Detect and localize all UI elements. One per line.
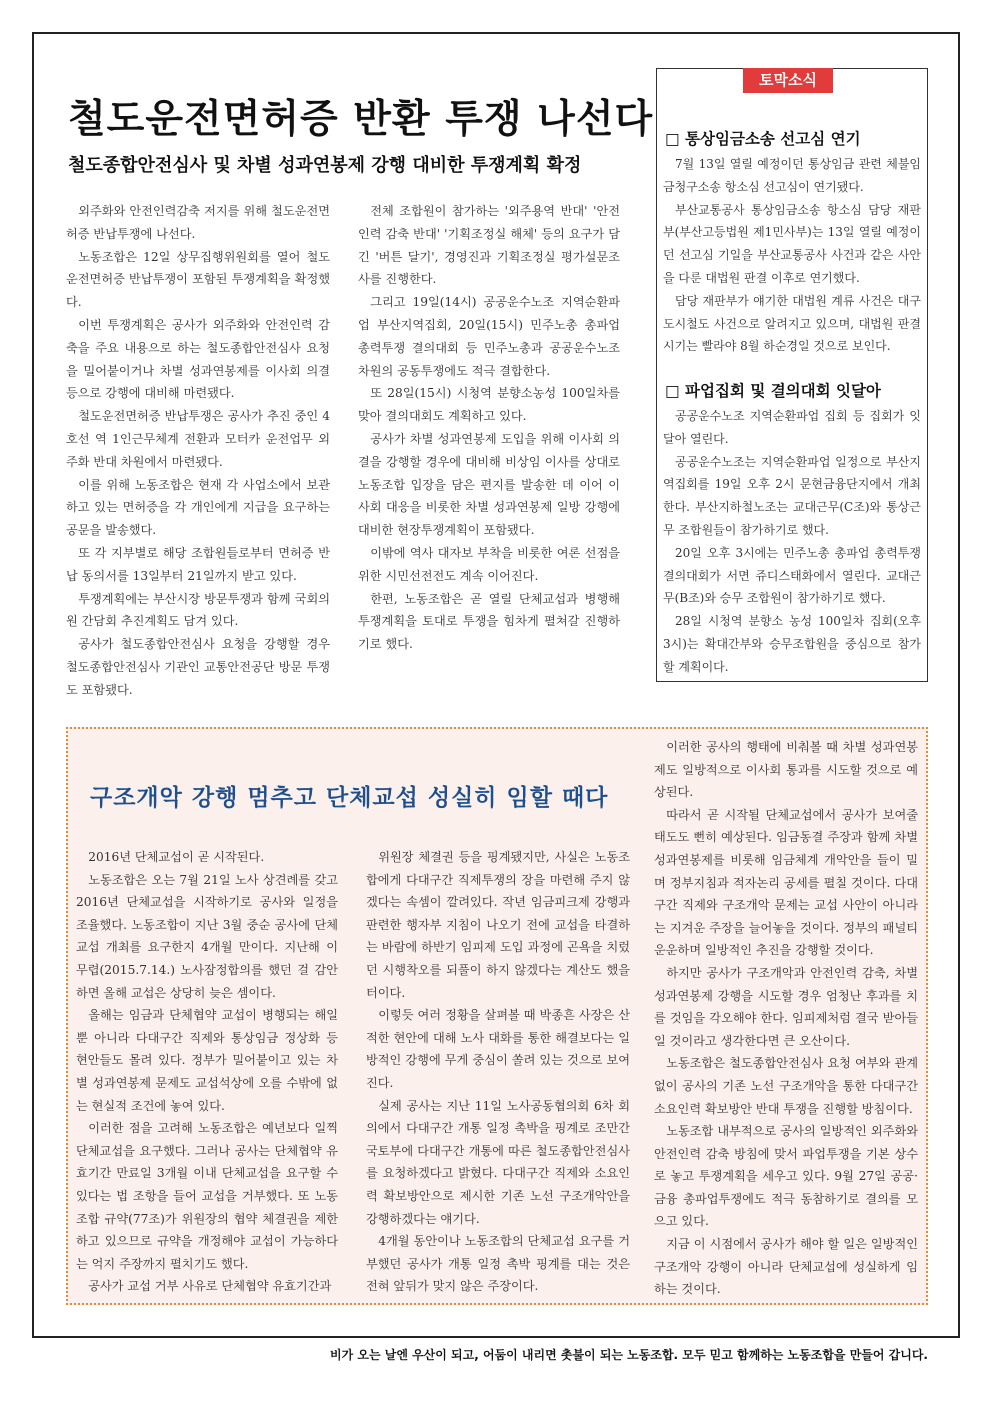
brief-paragraph: 28일 시청역 분향소 농성 100일차 집회(오후 3시)는 확대간부와 승무조합원을 중심으로 참가할 계획이다. bbox=[663, 614, 921, 674]
article-paragraph: 전체 조합원이 참가하는 '외주용역 반대' '안전인력 감축 반대' '기획조정실 해체' 등의 요구가 담긴 '버튼 달기', 경영진과 기획조정실 평가설문조사를 진행한다. bbox=[358, 204, 620, 287]
news-brief-badge: 토막소식 bbox=[743, 68, 833, 93]
brief-paragraph: 담당 재판부가 얘기한 대법원 계류 사건은 대구도시철도 사건으로 알려지고 있으며, 대법원 판결 시기는 빨라야 8월 하순경일 것으로 보인다. bbox=[663, 293, 921, 354]
news-brief-box bbox=[656, 68, 928, 682]
brief-paragraph: 20일 오후 3시에는 민주노총 총파업 총력투쟁 결의대회가 서면 쥬디스태화에서 열린다. 교대근무(B조)와 승무 조합원이 참가하기로 했다. bbox=[663, 545, 921, 606]
article-paragraph: 이를 위해 노동조합은 현재 각 사업소에서 보관하고 있는 면허증을 각 개인에게 지급을 요구하는 공문을 발송했다. bbox=[66, 477, 330, 538]
editorial-paragraph: 이러한 공사의 행태에 비춰볼 때 차별 성과연봉제도 일방적으로 이사회 통과를 시도할 것으로 예상된다. bbox=[654, 740, 918, 800]
article-paragraph: 노동조합은 12일 상무집행위원회를 열어 철도운전면허증 반납투쟁이 포함된 투쟁계획을 확정했다. bbox=[66, 249, 330, 310]
editorial-paragraph: 노동조합은 철도종합안전심사 요청 여부와 관계없이 공사의 기존 노선 구조개악을 통한 다대구간 소요인력 확보방안 반대 투쟁을 진행할 방침이다. bbox=[654, 1056, 918, 1116]
footer-slogan: 비가 오는 날엔 우산이 되고, 어둠이 내리면 촛불이 되는 노동조합. 모두 믿고 함께하는 노동조합을 만들어 갑니다. bbox=[330, 1348, 928, 1362]
article-paragraph: 이밖에 역사 대자보 부착을 비롯한 여론 선점을 위한 시민선전전도 계속 이어진다. bbox=[358, 545, 620, 583]
editorial-paragraph: 위원장 체결권 등을 핑계됐지만, 사실은 노동조합에게 다대구간 직제투쟁의 장을 마련해 주지 않겠다는 속셈이 깔려있다. 작년 임금피크제 강행과 판련한 행자부 지침이 나오기 전에 교섭을 타결하는 바람에 하반기 임피제 도입 과정에 곤욕을 치렀던 시행착오를 되풀이 하지 않겠다는 계산도 했을 터이다. bbox=[366, 850, 630, 1000]
article-column-1 bbox=[66, 200, 330, 702]
article-column-2 bbox=[358, 200, 620, 656]
editorial-column-2 bbox=[366, 846, 630, 1298]
editorial-paragraph: 실제 공사는 지난 11일 노사공동협의회 6차 회의에서 다대구간 개통 일정 촉박을 핑계로 조만간 국토부에 다대구간 개통에 따른 철도종합안전심사를 요청하겠다고 밝혔다. 다대구간 직제와 소요인력 확보방안으로 제시한 기존 노선 구조개악안을 강행하겠다는 얘기다. bbox=[366, 1098, 630, 1226]
editorial-paragraph: 하지만 공사가 구조개악과 안전인력 감축, 차별 성과연봉제 강행을 시도할 경우 엄청난 후과를 치를 것임을 각오해야 한다. 임피제처럼 결국 받아들일 것이라고 생각한다면 큰 오산이다. bbox=[654, 965, 918, 1048]
brief-body-wage-lawsuit bbox=[663, 153, 921, 358]
brief-paragraph: 7월 13일 열릴 예정이던 통상임금 관련 체불임금청구소송 항소심 선고심이 연기됐다. bbox=[663, 157, 921, 194]
editorial-column-3 bbox=[654, 736, 918, 1301]
article-paragraph: 이번 투쟁계획은 공사가 외주화와 안전인력 감축을 주요 내용으로 하는 철도종합안전심사 요청을 밀어붙이거나 차별 성과연봉제를 이사회 의결 등으로 강행에 대비해 마련됐다. bbox=[66, 317, 330, 401]
editorial-paragraph: 지금 이 시점에서 공사가 해야 할 일은 일방적인 구조개악 강행이 아니라 단체교섭에 성실하게 임하는 것이다. bbox=[654, 1237, 918, 1297]
brief-paragraph: 공공운수노조는 지역순환파업 일정으로 부산지역집회를 19일 오후 2시 문현금융단지에서 개최한다. 부산지하철노조는 교대근무(C조)와 통상근무 조합원들이 참가하기로 했다. bbox=[663, 454, 921, 537]
editorial-title: 구조개악 강행 멈추고 단체교섭 성실히 임할 때다 bbox=[90, 784, 609, 812]
editorial-paragraph: 따라서 곧 시작될 단체교섭에서 공사가 보여줄 태도도 뻔히 예상된다. 임금동결 주장과 함께 차별 성과연봉제를 비롯해 임금체계 개악안을 들이 밀며 정부지침과 적자논리 공세를 펼칠 것이다. 다대구간 직제와 구조개악 문제는 교섭 사안이 아니라는 지겨운 주장을 늘어놓을 것이다. 정부의 패널티 운운하며 일방적인 추진을 강행할 것이다. bbox=[654, 807, 918, 958]
article-paragraph: 또 28일(15시) 시청역 분향소농성 100일차를 맞아 결의대회도 계획하고 있다. bbox=[358, 386, 620, 424]
editorial-paragraph: 이러한 점을 고려해 노동조합은 예년보다 일찍 단체교섭을 요구했다. 그러나 공사는 단체협약 유효기간 만료일 3개월 이내 단체교섭을 요구할 수 있다는 법 조항을 들어 교섭을 거부했다. 또 노동조합 규약(77조)가 위원장의 협약 체결권을 제한하고 있으므로 규약을 개정해야 교섭이 가능하다는 억지 주장까지 펼치기도 했다. bbox=[76, 1121, 338, 1271]
article-paragraph: 또 각 지부별로 해당 조합원들로부터 면허증 반납 동의서를 13일부터 21일까지 받고 있다. bbox=[66, 545, 330, 583]
article-paragraph: 철도운전면허증 반납투쟁은 공사가 추진 중인 4호선 역 1인근무체계 전환과 모터카 운전업무 외주화 반대 차원에서 마련됐다. bbox=[66, 409, 330, 469]
headline: 철도운전면허증 반환 투쟁 나선다 bbox=[68, 97, 654, 143]
brief-title-strike-rally: □ 파업집회 및 결의대회 잇달아 bbox=[665, 382, 881, 400]
article-paragraph: 공사가 차별 성과연봉제 도입을 위해 이사회 의결을 강행할 경우에 대비해 비상임 이사를 상대로 노동조합 입장을 담은 편지를 발송한 데 이어 이사회 대응을 비롯한 차별 성과연봉제 일방 강행에 대비한 현장투쟁계획이 포함됐다. bbox=[358, 431, 620, 538]
editorial-paragraph: 노동조합은 오는 7월 21일 노사 상견례를 갖고 2016년 단체교섭을 시작하기로 공사와 일정을 조율했다. 노동조합이 지난 3월 중순 공사에 단체교섭 개최를 요구한지 4개월 만이다. 지난해 이 무렵(2015.7.14.) 노사잠정합의를 했던 걸 감안하면 올해 교섭은 상당히 늦은 셈이다. bbox=[76, 872, 338, 1000]
brief-paragraph: 공공운수노조 지역순환파업 집회 등 집회가 잇달아 열린다. bbox=[663, 409, 921, 446]
editorial-paragraph: 공사가 교섭 거부 사유로 단체협약 유효기간과 bbox=[88, 1279, 332, 1294]
editorial-paragraph: 4개월 동안이나 노동조합의 단체교섭 요구를 거부했던 공사가 개통 일정 촉박 핑계를 대는 것은 전혀 앞뒤가 맞지 않은 주장이다. bbox=[366, 1234, 630, 1294]
article-paragraph: 그리고 19일(14시) 공공운수노조 지역순환파업 부산지역집회, 20일(15시) 민주노총 총파업 총력투쟁 결의대회 등 민주노총과 공공운수노조 차원의 공동투쟁에도 적극 결합한다. bbox=[358, 295, 620, 378]
editorial-paragraph: 노동조합 내부적으로 공사의 일방적인 외주화와 안전인력 감축 방침에 맞서 파업투쟁을 기본 상수로 놓고 투쟁계획을 세우고 있다. 9월 27일 공공·금융 총파업투쟁에도 적극 동참하기로 결의를 모으고 있다. bbox=[654, 1124, 918, 1229]
brief-body-strike-rally bbox=[663, 405, 921, 679]
brief-title-wage-lawsuit: □ 통상임금소송 선고심 연기 bbox=[665, 130, 861, 148]
brief-paragraph: 부산교통공사 통상임금소송 항소심 담당 재판부(부산고등법원 제1민사부)는 13일 열릴 예정이던 선고심 기일을 부산교통공사 사건과 같은 사안을 다룬 대법원 판결 이후로 연기했다. bbox=[663, 202, 921, 285]
editorial-column-1 bbox=[76, 846, 338, 1298]
article-paragraph: 투쟁계획에는 부산시장 방문투쟁과 함께 국회의원 간담회 추진계획도 담겨 있다. bbox=[66, 591, 330, 629]
article-paragraph: 공사가 철도종합안전심사 요청을 강행할 경우 철도종합안전심사 기관인 교통안전공단 방문 투쟁도 포함됐다. bbox=[66, 637, 330, 697]
article-paragraph: 외주화와 안전인력감축 저지를 위해 철도운전면허증 반납투쟁에 나선다. bbox=[66, 204, 330, 241]
article-paragraph: 한편, 노동조합은 곧 열릴 단체교섭과 병행해 투쟁계획을 토대로 투쟁을 힘차게 펼쳐갈 진행하기로 했다. bbox=[358, 591, 620, 652]
editorial-paragraph: 2016년 단체교섭이 곧 시작된다. bbox=[88, 850, 265, 864]
editorial-paragraph: 올해는 임금과 단체협약 교섭이 병행되는 해일 뿐 아니라 다대구간 직제와 통상임금 정상화 등 현안들도 몰려 있다. 정부가 밀어붙이고 있는 차별 성과연봉제 문제도 교섭석상에 오를 수밖에 없는 현실적 조건에 놓여 있다. bbox=[76, 1008, 338, 1113]
editorial-paragraph: 이렇듯 여러 정황을 살펴볼 때 박종흔 사장은 산적한 현안에 대해 노사 대화를 통한 해결보다는 일방적인 강행에 무게 중심이 쏠려 있는 것으로 보여진다. bbox=[366, 1008, 630, 1090]
subheadline: 철도종합안전심사 및 차별 성과연봉제 강행 대비한 투쟁계획 확정 bbox=[68, 154, 582, 176]
